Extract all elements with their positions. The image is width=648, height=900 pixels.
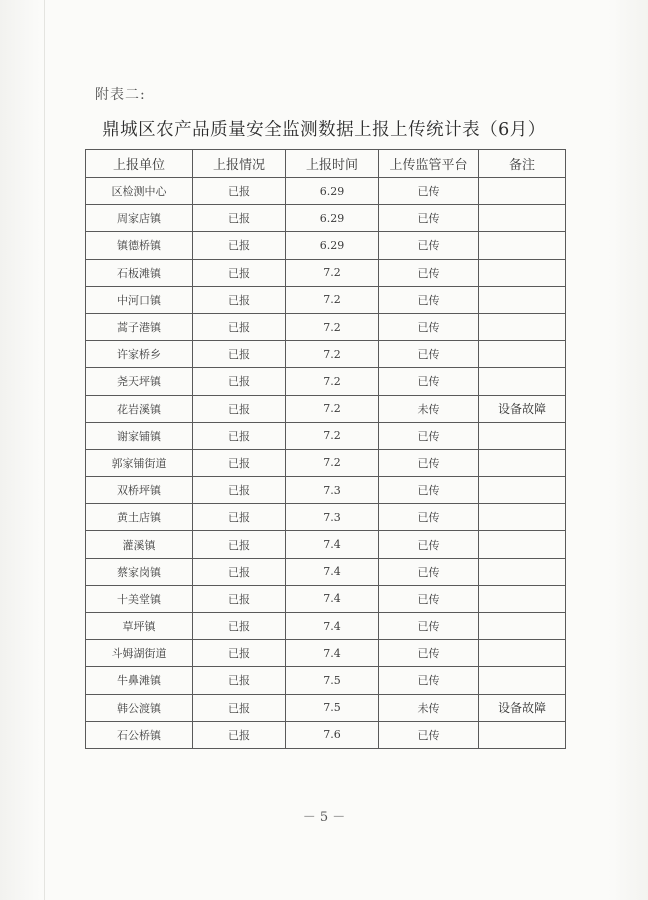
table-row xyxy=(86,341,566,368)
table-row xyxy=(86,178,566,205)
cell-status: 已报 xyxy=(193,585,286,612)
table-row xyxy=(86,368,566,395)
cell-unit: 十美堂镇 xyxy=(86,585,193,612)
cell-unit: 周家店镇 xyxy=(86,205,193,232)
cell-note xyxy=(479,341,566,368)
cell-date: 7.3 xyxy=(286,477,379,504)
table-row xyxy=(86,286,566,313)
cell-date: 7.4 xyxy=(286,585,379,612)
cell-unit: 双桥坪镇 xyxy=(86,477,193,504)
cell-upload: 已传 xyxy=(379,613,479,640)
cell-upload: 已传 xyxy=(379,313,479,340)
cell-note xyxy=(479,259,566,286)
cell-date: 7.4 xyxy=(286,558,379,585)
table-row xyxy=(86,694,566,721)
cell-upload: 已传 xyxy=(379,504,479,531)
cell-status: 已报 xyxy=(193,694,286,721)
cell-date: 7.2 xyxy=(286,449,379,476)
cell-upload: 已传 xyxy=(379,667,479,694)
table-row xyxy=(86,721,566,748)
cell-date: 7.2 xyxy=(286,341,379,368)
cell-note xyxy=(479,313,566,340)
cell-status: 已报 xyxy=(193,721,286,748)
cell-upload: 已传 xyxy=(379,286,479,313)
cell-status: 已报 xyxy=(193,395,286,422)
cell-note: 设备故障 xyxy=(479,395,566,422)
report-table xyxy=(85,149,566,749)
table-row xyxy=(86,667,566,694)
cell-note xyxy=(479,232,566,259)
header-upload: 上传监管平台 xyxy=(379,150,479,178)
cell-note xyxy=(479,422,566,449)
cell-unit: 韩公渡镇 xyxy=(86,694,193,721)
cell-unit: 石板滩镇 xyxy=(86,259,193,286)
cell-upload: 已传 xyxy=(379,368,479,395)
table-row xyxy=(86,504,566,531)
cell-status: 已报 xyxy=(193,422,286,449)
cell-upload: 已传 xyxy=(379,341,479,368)
cell-unit: 尧天坪镇 xyxy=(86,368,193,395)
cell-unit: 中河口镇 xyxy=(86,286,193,313)
cell-date: 7.4 xyxy=(286,640,379,667)
cell-unit: 牛鼻滩镇 xyxy=(86,667,193,694)
cell-upload: 已传 xyxy=(379,640,479,667)
cell-date: 7.2 xyxy=(286,422,379,449)
cell-status: 已报 xyxy=(193,558,286,585)
table-row xyxy=(86,613,566,640)
cell-status: 已报 xyxy=(193,286,286,313)
cell-upload: 已传 xyxy=(379,558,479,585)
table-row xyxy=(86,313,566,340)
cell-date: 7.2 xyxy=(286,368,379,395)
cell-note xyxy=(479,368,566,395)
cell-note xyxy=(479,558,566,585)
table-row xyxy=(86,640,566,667)
cell-status: 已报 xyxy=(193,531,286,558)
cell-upload: 未传 xyxy=(379,694,479,721)
cell-note xyxy=(479,721,566,748)
attachment-label: 附表二: xyxy=(95,87,146,103)
cell-upload: 已传 xyxy=(379,259,479,286)
cell-date: 7.2 xyxy=(286,395,379,422)
table-header-row xyxy=(86,150,566,178)
cell-upload: 已传 xyxy=(379,178,479,205)
cell-note xyxy=(479,286,566,313)
header-note: 备注 xyxy=(479,150,566,178)
page-number: － 5 － xyxy=(302,810,346,825)
cell-status: 已报 xyxy=(193,504,286,531)
table-body xyxy=(86,178,566,749)
cell-note xyxy=(479,178,566,205)
header-unit: 上报单位 xyxy=(86,150,193,178)
cell-unit: 草坪镇 xyxy=(86,613,193,640)
cell-status: 已报 xyxy=(193,259,286,286)
cell-status: 已报 xyxy=(193,640,286,667)
cell-unit: 郭家铺街道 xyxy=(86,449,193,476)
cell-date: 7.2 xyxy=(286,259,379,286)
cell-date: 7.4 xyxy=(286,531,379,558)
cell-date: 7.5 xyxy=(286,667,379,694)
table-row xyxy=(86,232,566,259)
table-row xyxy=(86,531,566,558)
cell-note xyxy=(479,477,566,504)
table-row xyxy=(86,259,566,286)
cell-upload: 已传 xyxy=(379,477,479,504)
cell-unit: 区检测中心 xyxy=(86,178,193,205)
cell-upload: 已传 xyxy=(379,232,479,259)
cell-status: 已报 xyxy=(193,449,286,476)
cell-upload: 已传 xyxy=(379,721,479,748)
cell-status: 已报 xyxy=(193,341,286,368)
cell-unit: 灌溪镇 xyxy=(86,531,193,558)
cell-unit: 镇德桥镇 xyxy=(86,232,193,259)
table-row xyxy=(86,477,566,504)
cell-upload: 已传 xyxy=(379,585,479,612)
cell-unit: 黄土店镇 xyxy=(86,504,193,531)
cell-unit: 蔡家岗镇 xyxy=(86,558,193,585)
cell-note xyxy=(479,667,566,694)
cell-upload: 已传 xyxy=(379,205,479,232)
cell-note xyxy=(479,449,566,476)
cell-unit: 蒿子港镇 xyxy=(86,313,193,340)
cell-note: 设备故障 xyxy=(479,694,566,721)
cell-note xyxy=(479,205,566,232)
cell-unit: 花岩溪镇 xyxy=(86,395,193,422)
cell-date: 7.3 xyxy=(286,504,379,531)
cell-status: 已报 xyxy=(193,313,286,340)
cell-upload: 已传 xyxy=(379,531,479,558)
cell-date: 6.29 xyxy=(286,232,379,259)
cell-date: 7.4 xyxy=(286,613,379,640)
cell-date: 7.6 xyxy=(286,721,379,748)
cell-status: 已报 xyxy=(193,613,286,640)
cell-status: 已报 xyxy=(193,232,286,259)
cell-unit: 石公桥镇 xyxy=(86,721,193,748)
cell-unit: 斗姆湖街道 xyxy=(86,640,193,667)
cell-upload: 已传 xyxy=(379,422,479,449)
document-title: 鼎城区农产品质量安全监测数据上报上传统计表（6月） xyxy=(102,120,546,140)
cell-note xyxy=(479,640,566,667)
cell-note xyxy=(479,504,566,531)
header-status: 上报情况 xyxy=(193,150,286,178)
cell-status: 已报 xyxy=(193,205,286,232)
cell-unit: 许家桥乡 xyxy=(86,341,193,368)
table-row xyxy=(86,395,566,422)
cell-note xyxy=(479,613,566,640)
cell-status: 已报 xyxy=(193,667,286,694)
cell-status: 已报 xyxy=(193,178,286,205)
cell-unit: 谢家铺镇 xyxy=(86,422,193,449)
table-row xyxy=(86,449,566,476)
cell-date: 6.29 xyxy=(286,205,379,232)
cell-note xyxy=(479,531,566,558)
table-row xyxy=(86,585,566,612)
table-row xyxy=(86,205,566,232)
cell-upload: 未传 xyxy=(379,395,479,422)
header-date: 上报时间 xyxy=(286,150,379,178)
cell-status: 已报 xyxy=(193,477,286,504)
cell-date: 7.5 xyxy=(286,694,379,721)
cell-status: 已报 xyxy=(193,368,286,395)
cell-date: 7.2 xyxy=(286,313,379,340)
cell-upload: 已传 xyxy=(379,449,479,476)
table-row xyxy=(86,422,566,449)
table-row xyxy=(86,558,566,585)
cell-date: 7.2 xyxy=(286,286,379,313)
cell-date: 6.29 xyxy=(286,178,379,205)
cell-note xyxy=(479,585,566,612)
